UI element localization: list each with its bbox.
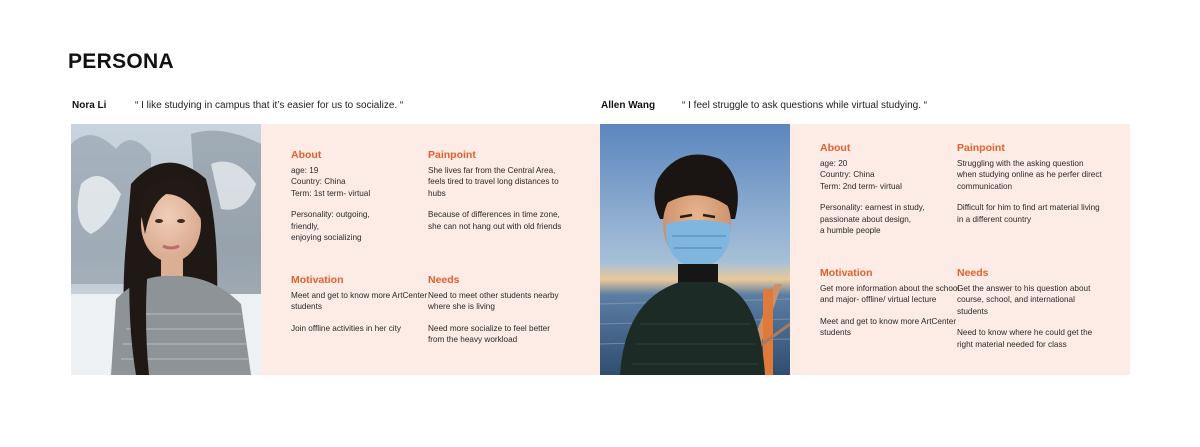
needs-heading: Needs xyxy=(957,267,989,279)
persona-panel xyxy=(71,124,601,375)
painpoint-text-2: Difficult for him to find art material living in a different country xyxy=(957,203,1100,224)
persona-name: Allen Wang xyxy=(601,100,656,111)
motivation-text-2: Join offline activities in her city xyxy=(291,323,401,333)
needs-section xyxy=(957,267,1102,360)
motivation-text-1: Get more information about the school and major- offline/ virtual lecture xyxy=(820,284,960,305)
painpoint-section xyxy=(428,149,568,242)
about-text: age: 19 Country: China Term: 1st term- virtual xyxy=(291,166,371,198)
motivation-section xyxy=(820,267,960,349)
persona-name: Nora Li xyxy=(72,100,107,111)
persona-quote: “ I feel struggle to ask questions while virtual studying. “ xyxy=(682,100,928,111)
motivation-text-2: Meet and get to know more ArtCenter students xyxy=(820,316,957,338)
painpoint-text-2: Because of differences in time zone, she can not hang out with old friends xyxy=(428,210,562,231)
persona-header xyxy=(600,100,1130,124)
persona-details xyxy=(261,124,601,375)
page-title: PERSONA xyxy=(68,50,174,73)
persona-photo xyxy=(600,124,790,375)
about-section xyxy=(291,149,431,253)
painpoint-heading: Painpoint xyxy=(428,149,476,161)
motivation-heading: Motivation xyxy=(820,267,873,279)
motivation-section xyxy=(291,274,431,344)
persona-details xyxy=(790,124,1130,375)
needs-heading: Needs xyxy=(428,274,460,286)
persona-panel xyxy=(600,124,1130,375)
needs-text-1: Get the answer to his question about course, school, and international students xyxy=(957,284,1091,316)
motivation-text-1: Meet and get to know more ArtCenter students xyxy=(291,291,428,312)
persona-card-nora xyxy=(71,100,601,345)
personality-text: Personality: earnest in study, passionate about design, a humble people xyxy=(820,203,925,236)
about-text: age: 20 Country: China Term: 2nd term- virtual xyxy=(820,159,902,191)
persona-photo xyxy=(71,124,261,375)
painpoint-section xyxy=(957,142,1102,235)
persona-card-allen xyxy=(600,100,1130,349)
persona-quote: “ I like studying in campus that it’s easier for us to socialize. “ xyxy=(135,100,404,111)
about-heading: About xyxy=(820,142,851,154)
needs-text-2: Need to know where he could get the right material needed for class xyxy=(957,328,1093,349)
about-section xyxy=(820,142,960,246)
persona-header xyxy=(71,100,601,124)
needs-text-1: Need to meet other students nearby where she is living xyxy=(428,291,559,312)
about-heading: About xyxy=(291,149,322,161)
personality-text: Personality: outgoing, friendly, enjoying socializing xyxy=(291,210,370,243)
motivation-heading: Motivation xyxy=(291,274,344,286)
needs-text-2: Need more socialize to feel better from the heavy workload xyxy=(428,323,550,345)
painpoint-text-1: She lives far from the Central Area, feels tired to travel long distances to hubs xyxy=(428,166,559,198)
painpoint-heading: Painpoint xyxy=(957,142,1005,154)
painpoint-text-1: Struggling with the asking question when studying online as he perfer direct communication xyxy=(957,159,1102,191)
needs-section xyxy=(428,274,568,356)
